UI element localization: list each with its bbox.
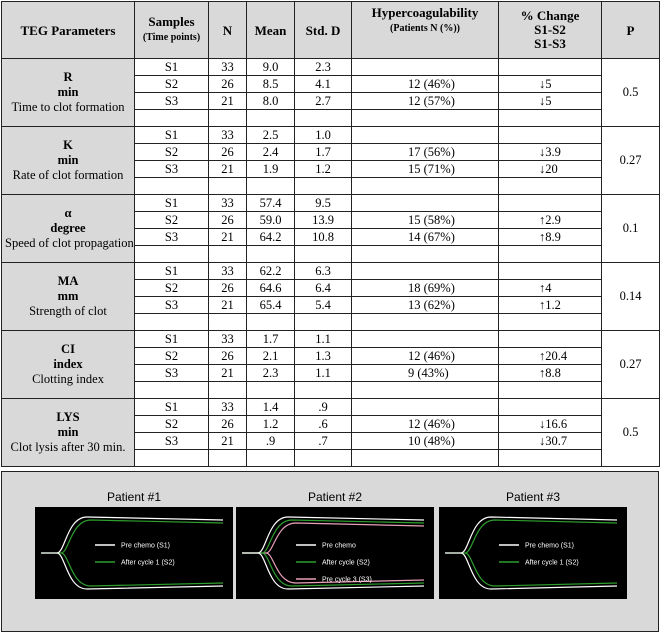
cell-mean: 65.4 xyxy=(247,297,295,314)
cell-sd xyxy=(295,382,352,399)
parameter-description: Strength of clot xyxy=(29,304,107,318)
cell-n: 21 xyxy=(209,297,247,314)
cell-sample: S2 xyxy=(135,348,209,365)
cell-mean: 1.7 xyxy=(247,331,295,348)
cell-sd: 1.1 xyxy=(295,331,352,348)
cell-change: ↓5 xyxy=(499,76,602,93)
teg-table xyxy=(1,1,660,467)
cell-hyper: 18 (69%) xyxy=(352,280,499,297)
cell-mean: 57.4 xyxy=(247,195,295,212)
cell-hyper xyxy=(352,450,499,467)
parameter-description: Clotting index xyxy=(32,372,104,386)
teg-trace-line xyxy=(41,517,223,589)
cell-change xyxy=(499,382,602,399)
cell-hyper: 15 (71%) xyxy=(352,161,499,178)
cell-sample: S1 xyxy=(135,331,209,348)
p-value: 0.14 xyxy=(602,263,660,331)
cell-mean: 2.4 xyxy=(247,144,295,161)
cell-n: 26 xyxy=(209,212,247,229)
parameter-cell xyxy=(2,127,135,195)
legend-label: Pre chemo (S1) xyxy=(525,542,575,550)
cell-n: 33 xyxy=(209,399,247,416)
table-row xyxy=(2,127,660,144)
cell-n: 33 xyxy=(209,195,247,212)
panel-title: Patient #3 xyxy=(505,490,561,504)
cell-sample xyxy=(135,450,209,467)
teg-trace-line xyxy=(445,520,617,586)
parameter-description: Rate of clot formation xyxy=(12,168,124,182)
cell-sd: 1.0 xyxy=(295,127,352,144)
cell-hyper xyxy=(352,331,499,348)
parameter-description: Speed of clot propagation xyxy=(5,236,134,250)
cell-sd: 2.3 xyxy=(295,59,352,76)
legend-label: After cycle 1 (S2) xyxy=(121,559,175,567)
cell-sd: .9 xyxy=(295,399,352,416)
cell-hyper xyxy=(352,263,499,280)
cell-hyper: 12 (46%) xyxy=(352,76,499,93)
legend-label: After cycle (S2) xyxy=(322,559,370,567)
cell-mean xyxy=(247,178,295,195)
header-percent-change xyxy=(499,2,602,59)
parameter-name: LYS xyxy=(56,410,80,424)
cell-change: ↓3.9 xyxy=(499,144,602,161)
header-p: P xyxy=(602,2,660,59)
header-n: N xyxy=(209,2,247,59)
header-change-line1: % Change xyxy=(520,8,580,23)
teg-trace-line xyxy=(445,517,617,589)
legend-label: Pre chemo xyxy=(322,542,356,550)
parameter-cell xyxy=(2,195,135,263)
cell-change: ↓5 xyxy=(499,93,602,110)
cell-mean: 8.5 xyxy=(247,76,295,93)
parameter-description: Clot lysis after 30 min. xyxy=(10,440,126,454)
cell-n: 26 xyxy=(209,348,247,365)
header-hyper-sub: (Patients N (%)) xyxy=(390,23,460,34)
cell-sd xyxy=(295,178,352,195)
cell-sd: 6.4 xyxy=(295,280,352,297)
cell-n: 33 xyxy=(209,263,247,280)
header-hyper-label: Hypercoagulability xyxy=(371,5,479,20)
panel-title: Patient #1 xyxy=(106,490,162,504)
cell-sample: S2 xyxy=(135,76,209,93)
teg-trace-line xyxy=(242,523,424,583)
cell-n: 21 xyxy=(209,365,247,382)
cell-sample xyxy=(135,382,209,399)
teg-tracing-panel xyxy=(439,507,627,599)
cell-mean xyxy=(247,450,295,467)
cell-change xyxy=(499,450,602,467)
p-value: 0.27 xyxy=(602,331,660,399)
cell-sd: 9.5 xyxy=(295,195,352,212)
teg-tracing-panel xyxy=(236,507,434,599)
cell-mean: 2.3 xyxy=(247,365,295,382)
cell-sample xyxy=(135,246,209,263)
cell-hyper: 12 (57%) xyxy=(352,93,499,110)
cell-n: 26 xyxy=(209,280,247,297)
parameter-name: MA xyxy=(57,274,79,288)
cell-change: ↓30.7 xyxy=(499,433,602,450)
cell-hyper: 10 (48%) xyxy=(352,433,499,450)
legend-label: Pre chemo (S1) xyxy=(121,542,171,550)
cell-mean: 2.1 xyxy=(247,348,295,365)
cell-mean: 59.0 xyxy=(247,212,295,229)
cell-n xyxy=(209,246,247,263)
cell-mean: 64.6 xyxy=(247,280,295,297)
cell-sample: S3 xyxy=(135,433,209,450)
cell-hyper: 13 (62%) xyxy=(352,297,499,314)
header-change-line2: S1-S2 xyxy=(534,22,566,37)
cell-mean: 1.9 xyxy=(247,161,295,178)
parameter-cell xyxy=(2,399,135,467)
table-body xyxy=(2,59,660,467)
cell-hyper xyxy=(352,59,499,76)
cell-hyper: 15 (58%) xyxy=(352,212,499,229)
cell-sample: S1 xyxy=(135,195,209,212)
cell-mean: 62.2 xyxy=(247,263,295,280)
cell-sample: S3 xyxy=(135,161,209,178)
table-header xyxy=(2,2,660,59)
cell-n: 26 xyxy=(209,76,247,93)
cell-mean: 9.0 xyxy=(247,59,295,76)
table-row xyxy=(2,331,660,348)
cell-hyper: 14 (67%) xyxy=(352,229,499,246)
cell-sample xyxy=(135,110,209,127)
cell-n xyxy=(209,314,247,331)
parameter-name: α xyxy=(64,206,72,220)
cell-sample: S2 xyxy=(135,144,209,161)
table-row xyxy=(2,59,660,76)
cell-sample: S1 xyxy=(135,263,209,280)
cell-sample: S1 xyxy=(135,399,209,416)
header-samples xyxy=(135,2,209,59)
teg-tracing-plot xyxy=(236,507,434,599)
cell-n: 33 xyxy=(209,127,247,144)
p-value: 0.27 xyxy=(602,127,660,195)
cell-hyper: 9 (43%) xyxy=(352,365,499,382)
cell-hyper xyxy=(352,195,499,212)
cell-change: ↑2.9 xyxy=(499,212,602,229)
cell-sd: 4.1 xyxy=(295,76,352,93)
cell-mean xyxy=(247,246,295,263)
cell-sd: 1.3 xyxy=(295,348,352,365)
cell-mean: 1.4 xyxy=(247,399,295,416)
cell-sd: 1.2 xyxy=(295,161,352,178)
cell-mean: 2.5 xyxy=(247,127,295,144)
parameter-description: Time to clot formation xyxy=(11,100,125,114)
cell-hyper xyxy=(352,246,499,263)
cell-sd: 10.8 xyxy=(295,229,352,246)
cell-sample xyxy=(135,314,209,331)
table-row xyxy=(2,399,660,416)
cell-change: ↓16.6 xyxy=(499,416,602,433)
header-hypercoagulability xyxy=(352,2,499,59)
parameter-name: K xyxy=(63,138,73,152)
header-std: Std. D xyxy=(295,2,352,59)
parameter-unit: min xyxy=(57,425,79,439)
cell-change xyxy=(499,127,602,144)
p-value: 0.5 xyxy=(602,59,660,127)
cell-sample: S3 xyxy=(135,297,209,314)
cell-sample: S1 xyxy=(135,59,209,76)
cell-hyper xyxy=(352,178,499,195)
cell-change xyxy=(499,331,602,348)
p-value: 0.1 xyxy=(602,195,660,263)
cell-sample: S3 xyxy=(135,93,209,110)
cell-sample: S2 xyxy=(135,416,209,433)
header-samples-sub: (Time points) xyxy=(142,32,201,43)
cell-change xyxy=(499,263,602,280)
teg-tracing-plot xyxy=(35,507,233,599)
header-teg-parameters: TEG Parameters xyxy=(2,2,135,59)
cell-sd: 2.7 xyxy=(295,93,352,110)
cell-n: 21 xyxy=(209,161,247,178)
cell-n: 21 xyxy=(209,229,247,246)
cell-change xyxy=(499,110,602,127)
cell-change: ↑8.8 xyxy=(499,365,602,382)
cell-hyper xyxy=(352,127,499,144)
cell-sd: .6 xyxy=(295,416,352,433)
cell-n xyxy=(209,450,247,467)
cell-mean xyxy=(247,314,295,331)
cell-sample: S3 xyxy=(135,229,209,246)
cell-hyper: 12 (46%) xyxy=(352,416,499,433)
panel-title: Patient #2 xyxy=(307,490,363,504)
cell-n xyxy=(209,178,247,195)
table-row xyxy=(2,195,660,212)
cell-mean: 64.2 xyxy=(247,229,295,246)
cell-change xyxy=(499,314,602,331)
cell-change: ↑8.9 xyxy=(499,229,602,246)
cell-hyper: 17 (56%) xyxy=(352,144,499,161)
parameter-cell xyxy=(2,331,135,399)
cell-sd: 5.4 xyxy=(295,297,352,314)
teg-tracings-figure xyxy=(1,471,659,632)
cell-change xyxy=(499,246,602,263)
legend-label: Pre cycle 3 (S3) xyxy=(322,576,372,584)
parameter-cell xyxy=(2,59,135,127)
parameter-name: R xyxy=(63,70,73,84)
cell-change: ↑1.2 xyxy=(499,297,602,314)
cell-mean xyxy=(247,110,295,127)
cell-sample: S1 xyxy=(135,127,209,144)
cell-sample: S2 xyxy=(135,280,209,297)
legend-label: After cycle 1 (S2) xyxy=(525,559,579,567)
cell-change: ↓20 xyxy=(499,161,602,178)
cell-sd xyxy=(295,246,352,263)
cell-mean xyxy=(247,382,295,399)
cell-mean: 8.0 xyxy=(247,93,295,110)
cell-mean: 1.2 xyxy=(247,416,295,433)
cell-change xyxy=(499,399,602,416)
parameter-unit: min xyxy=(57,85,79,99)
cell-change xyxy=(499,178,602,195)
cell-n: 21 xyxy=(209,93,247,110)
parameter-unit: degree xyxy=(50,221,86,235)
cell-sd: 1.1 xyxy=(295,365,352,382)
cell-change: ↑4 xyxy=(499,280,602,297)
cell-mean: .9 xyxy=(247,433,295,450)
cell-hyper xyxy=(352,382,499,399)
p-value: 0.5 xyxy=(602,399,660,467)
teg-tracing-panel xyxy=(35,507,233,599)
cell-sd: 6.3 xyxy=(295,263,352,280)
cell-n: 33 xyxy=(209,59,247,76)
cell-sd xyxy=(295,450,352,467)
cell-n: 26 xyxy=(209,416,247,433)
cell-sample xyxy=(135,178,209,195)
cell-n: 26 xyxy=(209,144,247,161)
cell-change xyxy=(499,195,602,212)
cell-hyper xyxy=(352,399,499,416)
header-change-line3: S1-S3 xyxy=(534,36,566,51)
cell-sd: 13.9 xyxy=(295,212,352,229)
header-mean: Mean xyxy=(247,2,295,59)
cell-n: 33 xyxy=(209,331,247,348)
teg-trace-line xyxy=(41,520,223,586)
cell-sd xyxy=(295,110,352,127)
parameter-unit: index xyxy=(53,357,83,371)
cell-hyper xyxy=(352,110,499,127)
cell-change: ↑20.4 xyxy=(499,348,602,365)
cell-n xyxy=(209,110,247,127)
cell-n xyxy=(209,382,247,399)
cell-sd xyxy=(295,314,352,331)
teg-tracing-plot xyxy=(439,507,627,599)
parameter-unit: min xyxy=(57,153,79,167)
parameter-unit: mm xyxy=(57,289,79,303)
parameter-name: CI xyxy=(61,342,75,356)
header-samples-label: Samples xyxy=(148,14,195,29)
parameter-cell xyxy=(2,263,135,331)
cell-sd: 1.7 xyxy=(295,144,352,161)
cell-hyper xyxy=(352,314,499,331)
cell-change xyxy=(499,59,602,76)
cell-sample: S2 xyxy=(135,212,209,229)
cell-hyper: 12 (46%) xyxy=(352,348,499,365)
cell-sample: S3 xyxy=(135,365,209,382)
cell-sd: .7 xyxy=(295,433,352,450)
cell-n: 21 xyxy=(209,433,247,450)
table-row xyxy=(2,263,660,280)
